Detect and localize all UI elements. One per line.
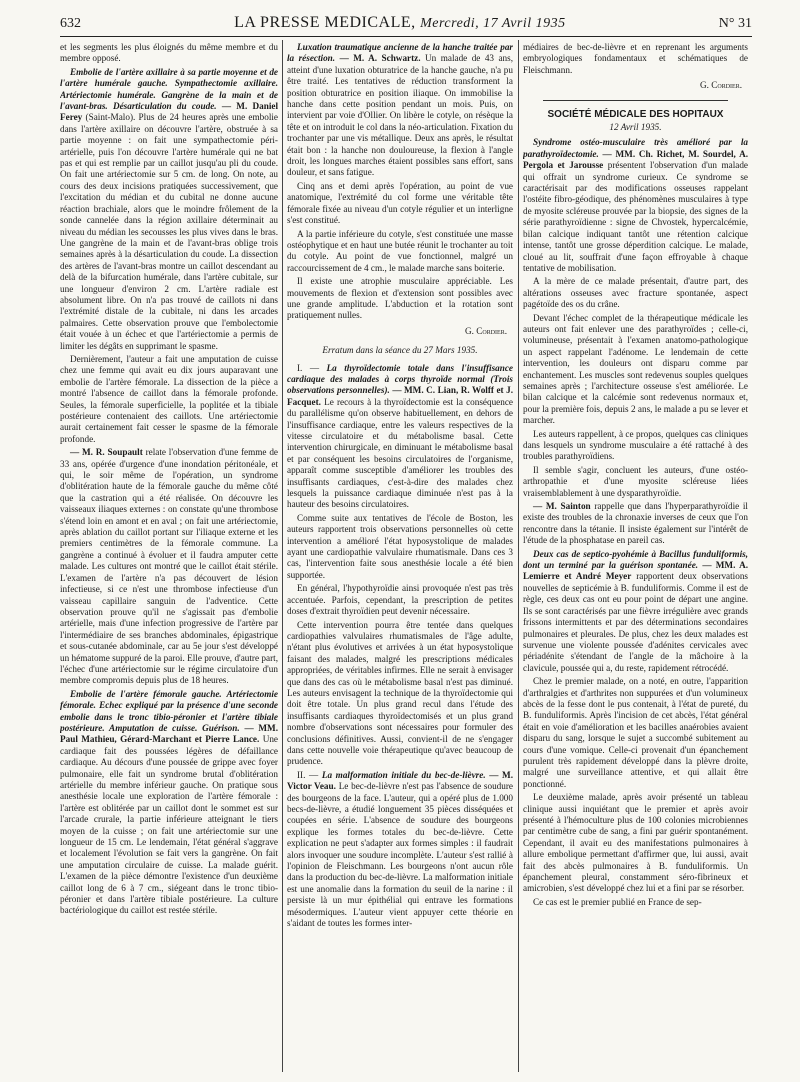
- paragraph: Ce cas est le premier publié en France de sep-: [533, 896, 702, 907]
- section-title: SOCIÉTÉ MÉDICALE DES HOPITAUX: [547, 108, 724, 120]
- article-title: La thyroïdectomie totale dans l'insuffisance cardiaque des malades à corps thyroïde normal (Trois observations personnelles).: [287, 362, 513, 396]
- article-parathyroid: [523, 137, 748, 274]
- section-date: 12 Avril 1935.: [609, 122, 662, 133]
- paragraph: Comme suite aux tentatives de l'école de Boston, les auteurs rapportent trois observations personnelles où cette intervention a amélioré l'état hyposystolique de malades ayant une cardiopathie valvulaire rhumatismale. Dans ces 3 cas, l'intervention faite sous anesthésie locale a été bien supportée.: [287, 512, 513, 580]
- paragraph: Cinq ans et demi après l'opération, au point de vue anatomique, l'extrémité du col forme une véritable tête fémorale fixée au niveau d'un cotyle régulier et un interligne s'est constitué.: [287, 180, 513, 226]
- paragraph: Les auteurs rappellent, à ce propos, quelques cas cliniques dans lesquels un syndrome musculaire a été rattaché à des troubles parathyroïdiens.: [523, 428, 748, 462]
- page-header: [60, 14, 752, 37]
- paragraph: Le deuxième malade, après avoir présenté un tableau clinique aussi inquiétant que le premier et après avoir présenté à l'hémoculture plus de 100 colonies microbiennes par centimètre cube de sang, a fini par guérir spontanément. Cependant, il avait eu des manifestations pulmonaires à allure embolique permettant d'affirmer que, lui aussi, avait fait des abcès pulmonaires à B. funduliformis. Un épanchement pleural, constamment séro-fibrineux et amicrobien, s'est développé chez lui et a fini par se résorber.: [523, 792, 748, 894]
- article-text: rappelle que dans l'hyperparathyroïdie il existe des troubles de la chronaxie inverses de ceux que l'on rencontre dans la tétanie. Il insiste également sur l'intérêt de l'étude de la phosphatase en pareil cas.: [523, 501, 748, 546]
- journal-name: LA PRESSE MEDICALE,: [234, 14, 416, 31]
- paragraph: Dernièrement, l'auteur a fait une amputation de cuisse chez une femme qui avait eu dix jours auparavant une embolie de l'artère fémorale. La dissection de la pièce a montré l'absence de caillot dans la fémorale profonde. Seules, la fémorale superficielle, la poplitée et la tibiale postérieure contenaient des caillots. Une artériectomie aurait certainement fait cesser le spasme de la fémorale profonde.: [60, 353, 278, 444]
- paragraph: et les segments les plus éloignés du même membre et du membre opposé.: [60, 42, 278, 64]
- article-author: — M. Victor Veau.: [287, 769, 513, 792]
- article-author: — MM. Paul Mathieu, Gérard-Marchant et Pierre Lance.: [60, 722, 278, 745]
- article-author: — M. Sainton: [533, 501, 591, 512]
- column-divider: [518, 40, 519, 1072]
- paragraph: A la partie inférieure du cotyle, s'est constituée une masse ostéophytique et en haut une butée réunit le trochanter au toit du cotyle. Au point de vue fonctionnel, malgré un raccourcissement de 4 cm., le malade marche sans boiterie.: [287, 228, 513, 273]
- article-septicopyohemia: [523, 549, 748, 674]
- paragraph: Devant l'échec complet de la thérapeutique médicale les auteurs ont fait enlever une des parathyroïdes ; celle-ci, volumineuse, présentait à l'examen anatomo-pathologique un aspect rappelant l'adénome. Le lendemain de cette intervention, les douleurs ont disparu comme par enchantement. Les muscles sont redevenus souples quelques semaines après ; l'architecture osseuse s'est améliorée. Le bilan calcique et la calcémie sont redevenus normaux et, pour la première fois, depuis 2 ans, le malade a pu se lever et marcher.: [523, 312, 748, 426]
- article-number: I. —: [297, 362, 320, 373]
- paragraph: Il existe une atrophie musculaire appréciable. Les mouvements de flexion et d'extension sont possibles avec une grande amplitude. L'abduction et la rotation sont pratiquement nulles.: [287, 276, 513, 321]
- article-sainton: [523, 501, 748, 547]
- issue-number: N° 31: [718, 16, 752, 31]
- article-text: Un malade de 43 ans, atteint d'une luxation obturatrice de la hanche gauche, n'a pu être traité. Les tentatives de réduction transforment la position obturatrice en position iliaque. On immobilise la hanche dans cette position pendant un mois. Puis, on intervient par voie d'Ollier. On libère le cotyle, on résèque la tête et on introduit le col dans la néo-articulation. Fixation du trochanter par une vis métallique. Deux ans après, le résultat était bon : la hanche non douloureuse, la flexion à l'angle droit, les longues marches étaient possibles sans effort, sans douleur, et sans fatigue.: [287, 53, 513, 178]
- section-divider: [543, 100, 728, 101]
- article-text: Une cardiaque fait des poussées légères de défaillance cardiaque. Au décours d'une poussée de grippe avec foyer pulmonaire, elle fait un syndrome brutal d'oblitération artérielle du membre inférieur gauche. On pratique sous anesthésie locale une exploration de l'artère fémorale : l'artère est oblitérée par un caillot dont le sommet est sur l'arcade crurale, la partie inférieure atteignant le tiers moyen de la cuisse ; on fait une artériectomie sur une longueur de 15 cm. Le lendemain, l'état général s'aggrave et localement l'évolution se fait vers la gangrène. On fait une amputation circulaire de cuisse. La malade guérit. L'examen de la pièce démontre l'existence d'un deuxième caillot long de 6 à 7 cm., siégeant dans le tronc tibio-péronier et dans l'artère tibiale postérieure. La culture bactériologique du caillot est restée stérile.: [60, 734, 278, 916]
- article-text: rapportent deux observations nouvelles de septicémie à B. funduliformis. Comme il est de règle, ces deux cas ont eu pour point de départ une angine. Ils se sont caractérisés par une fièvre irrégulière avec grands frissons intermittents et par des déterminations secondaires pulmonaires et pleurales. De plus, chez les deux malades est survenue une violente poussée d'adénites cervicales avec périadénite s'étendant de l'angle de la mâchoire à la clavicule, poussée qui a, du reste, rapidement rétrocédé.: [523, 571, 748, 673]
- article-author: — M. R. Soupault: [70, 447, 143, 458]
- article-title: Embolie de l'artère fémorale gauche. Artériectomie fémorale. Echec expliqué par la présence d'une seconde embolie dans le tronc tibio-péronier et l'artère tibiale postérieure. Amputation de cuisse. Guérison.: [60, 688, 278, 733]
- article-text: relate l'observation d'une femme de 33 ans, opérée d'urgence d'une inondation péritonéale, et qui, le soir même de l'opération, un syndrome d'oblitération haute de la fémorale gauche du même côté que la castration qui a été réalisée. On découvre les vaisseaux iliaques externes : on constate qu'une thrombose s'étend loin en amont et en aval ; on fait une artériectomie, après ablation du caillot portant sur l'iliaque externe et les premiers centimètres de la fémorale commune. La gangrène a continué à évoluer et il faudra amputer cette malade. Les cultures ont montré que le caillot était stérile. L'examen de l'artère n'a pas découvert de lésion infectieuse, si ce n'est une thrombose infectieuse d'un vaisseau capillaire sanguin de l'adventice. Cette observation prouve qu'il ne s'agissait pas d'embolie artérielle, mais d'une infection progressive de l'artère par l'intermédiaire de ses branches abdominales, épigastrique et sous-cutanée abdominale, car au 5e jour s'est développé un hématome suppuré de la paroi. Elle prouve, d'autre part, l'échec d'une artériectomie sur le régime circulatoire d'un membre compromis depuis plus de 18 heures.: [60, 447, 278, 686]
- article-axillary: [60, 67, 278, 352]
- article-text: Le bec-de-lièvre n'est pas l'absence de soudure des bourgeons de la face. L'auteur, qui a opéré plus de 1.000 becs-de-lièvre, a étudié longuement 35 pièces disséquées et coupées en série. L'absence de soudure des bourgeons explique les formes totales du bec-de-lièvre. Cette explication ne peut s'adapter aux formes simples : il faudrait alors invoquer une soudure incomplète. L'auteur s'est rallié à l'opinion de Fleischmann. Les bourgeons n'ont aucun rôle dans la production du bec-de-lièvre. La malformation initiale est une anomalie dans la formation du seuil de la narine : il persiste là un mur épithélial qui entrave les formations mésodermiques. L'auteur vient appuyer cette théorie en s'aidant de toutes les formes inter-: [287, 781, 513, 929]
- article-soupault: [60, 447, 278, 687]
- paragraph: A la mère de ce malade présentait, d'autre part, des altérations osseuses avec fracture spontanée, aspect pagétoïde des os du crâne.: [523, 276, 748, 310]
- column-middle: [287, 42, 513, 1076]
- article-author: — M. Daniel Ferey: [60, 101, 278, 123]
- column-divider: [282, 40, 283, 1072]
- erratum-heading: Erratum dans la séance du 27 Mars 1935.: [322, 345, 478, 356]
- article-thyroidectomy: [287, 363, 513, 511]
- column-right: [523, 42, 748, 1076]
- paragraph: En général, l'hypothyroïdie ainsi provoquée n'est pas très accentuée. Parfois, cependant, la prescription de petites doses d'extrait thyroïdien peut devenir nécessaire.: [287, 583, 513, 617]
- signature: G. Cordier.: [700, 80, 742, 91]
- article-femoral: [60, 689, 278, 917]
- article-text: (Saint-Malo). Plus de 24 heures après une embolie dans l'artère axillaire on découvre l'artère, obstruée à sa partie moyenne : on fait une sympathectomie péri-artérielle, puis l'on découvre l'artère humérale qui ne bat pas et qui est remplie par un caillot jusqu'au pli du coude. On fait une artériectomie sur 5 cm. de long. On note, au cours des deux incisions pratiquées successivement, que l'excitation du médian et du cubital ne donne aucune réaction brachiale, alors que le moindre frôlement de la sonde cannelée dans la région axillaire déterminait au niveau du médian les secousses les plus vives dans le bras. Une gangrène de la main et de l'avant-bras oblige trois semaines après à la désarticulation du coude. La dissection des artères de l'avant-bras montre un caillot descendant au delà de la bifurcation humérale, dans l'artère cubitale, sur une longueur d'environ 2 cm. L'artère radiale est absolument libre. On n'a pas trouvé de caillots ni dans l'extrémité distale de la cubitale, ni dans les arcades palmaires. Cette observation prouve que l'embolectomie était vouée à un échec et que l'artériectomie a permis de limiter les dégâts en supprimant le spasme.: [60, 112, 278, 351]
- article-title: La malformation initiale du bec-de-lièvre.: [321, 769, 486, 780]
- article-author: — MM. C. Lian, R. Wolff et J. Facquet.: [287, 385, 513, 407]
- article-hip-luxation: [287, 42, 513, 179]
- article-author: — MM. Ch. Richet, M. Sourdel, A. Pergola et Jarousse: [523, 148, 748, 171]
- paragraph: Il semble s'agir, concluent les auteurs, d'une ostéo-arthropathie et d'une myosite scléreuse liées vraisemblablement à une dysparathyroïdie.: [523, 464, 748, 498]
- article-author: — MM. A. Lemierre et André Meyer: [523, 560, 748, 582]
- column-left: [60, 42, 278, 1076]
- article-text: présentent l'observation d'un malade qui offrait un syndrome curieux. Ce syndrome se caractérisait par des modifications osseuses rappelant l'ostéite fibro-géodique, des phénomènes musculaires à type de myosite scléreuse prouvée par la biopsie, des signes de la série parathyroïdienne : signe de Chvostek, hypercalcémie, bilan calcique indiquant tantôt une rétention calcique intense, tantôt une grosse déperdition calcique. Le malade, cloué au lit, souffrait d'une façon effroyable à chaque tentative de mobilisation.: [523, 160, 748, 273]
- article-text: Le recours à la thyroïdectomie est la conséquence du parallélisme qu'on observe habituellement, en dehors de l'insuffisance cardiaque, entre les valeurs respectives de la vitesse circulatoire et du métabolisme basal. Cette intervention chirurgicale, en diminuant le métabolisme basal et par conséquent les besoins circulatoires de l'organisme, apparaît comme susceptible d'améliorer les troubles des insuffisants cardiaques, c'est-à-dire des malades chez lesquels la puissance cardiaque diminuée n'est pas à la hauteur des besoins circulatoires.: [287, 396, 513, 510]
- article-title: Embolie de l'artère axillaire à sa partie moyenne et de l'artère humérale gauche. Sympathectomie axillaire. Artériectomie humérale. Gangrène de la main et de l'avant-bras. Désarticulation du coude.: [60, 66, 278, 112]
- issue-date: Mercredi, 17 Avril 1935: [420, 16, 566, 31]
- article-number: II. —: [297, 769, 319, 780]
- article-title: Deux cas de septico-pyohémie à Bacillus funduliformis, dont un terminé par la guérison spontanée.: [523, 548, 748, 571]
- journal-title: [234, 14, 566, 32]
- paragraph: médiaires de bec-de-lièvre et en reprenant les arguments embryologiques fondamentaux et schématiques de Fleischmann.: [523, 42, 748, 75]
- paragraph: Chez le premier malade, on a noté, en outre, l'apparition d'arthralgies et d'arthrites non suppurées et d'un volumineux abcès de la fesse dont le pus contenait, à l'état de pureté, du B. funduliformis. Après l'incision de cet abcès, l'état général était en voie d'amélioration et les bacilles anaérobies avaient disparu du sang, lorsque le sujet a succombé subitement au cours d'une vomique. Celle-ci provenait d'un épanchement purulent très rapidement développé dans la plèvre droite, malgré une surveillance attentive, et qui allait être ponctionné.: [523, 676, 748, 789]
- article-title: Syndrome ostéo-musculaire très amélioré par la parathyroïdectomie.: [523, 137, 748, 159]
- article-title: Luxation traumatique ancienne de la hanche traitée par la résection.: [287, 42, 513, 64]
- paragraph: Cette intervention pourra être tentée dans quelques cardiopathies valvulaires rhumatismales de l'âge adulte, n'étant plus évolutives et arrivées à un état hyposystolique faisant des malades, malgré les prescriptions médicales appropriées, de véritables infirmes. Elle ne serait à envisager que dans des cas où le métabolisme basal n'est pas diminué. Les auteurs envisagent la technique de la thyroïdectomie qui doit être totale. Un plus grand recul dans l'étude des insuffisants cardiaques thyroïdectomisés et un plus grand nombre d'observations sont nécessaires pour formuler des conclusions définitives. Aussi, convient-il de ne s'engager dans cette nouvelle voie thérapeutique qu'avec beaucoup de prudence.: [287, 619, 513, 767]
- page-number: 632: [60, 16, 81, 31]
- signature: G. Cordier.: [465, 325, 507, 336]
- article-author: — M. A. Schwartz.: [339, 53, 421, 64]
- article-cleft-lip: [287, 770, 513, 930]
